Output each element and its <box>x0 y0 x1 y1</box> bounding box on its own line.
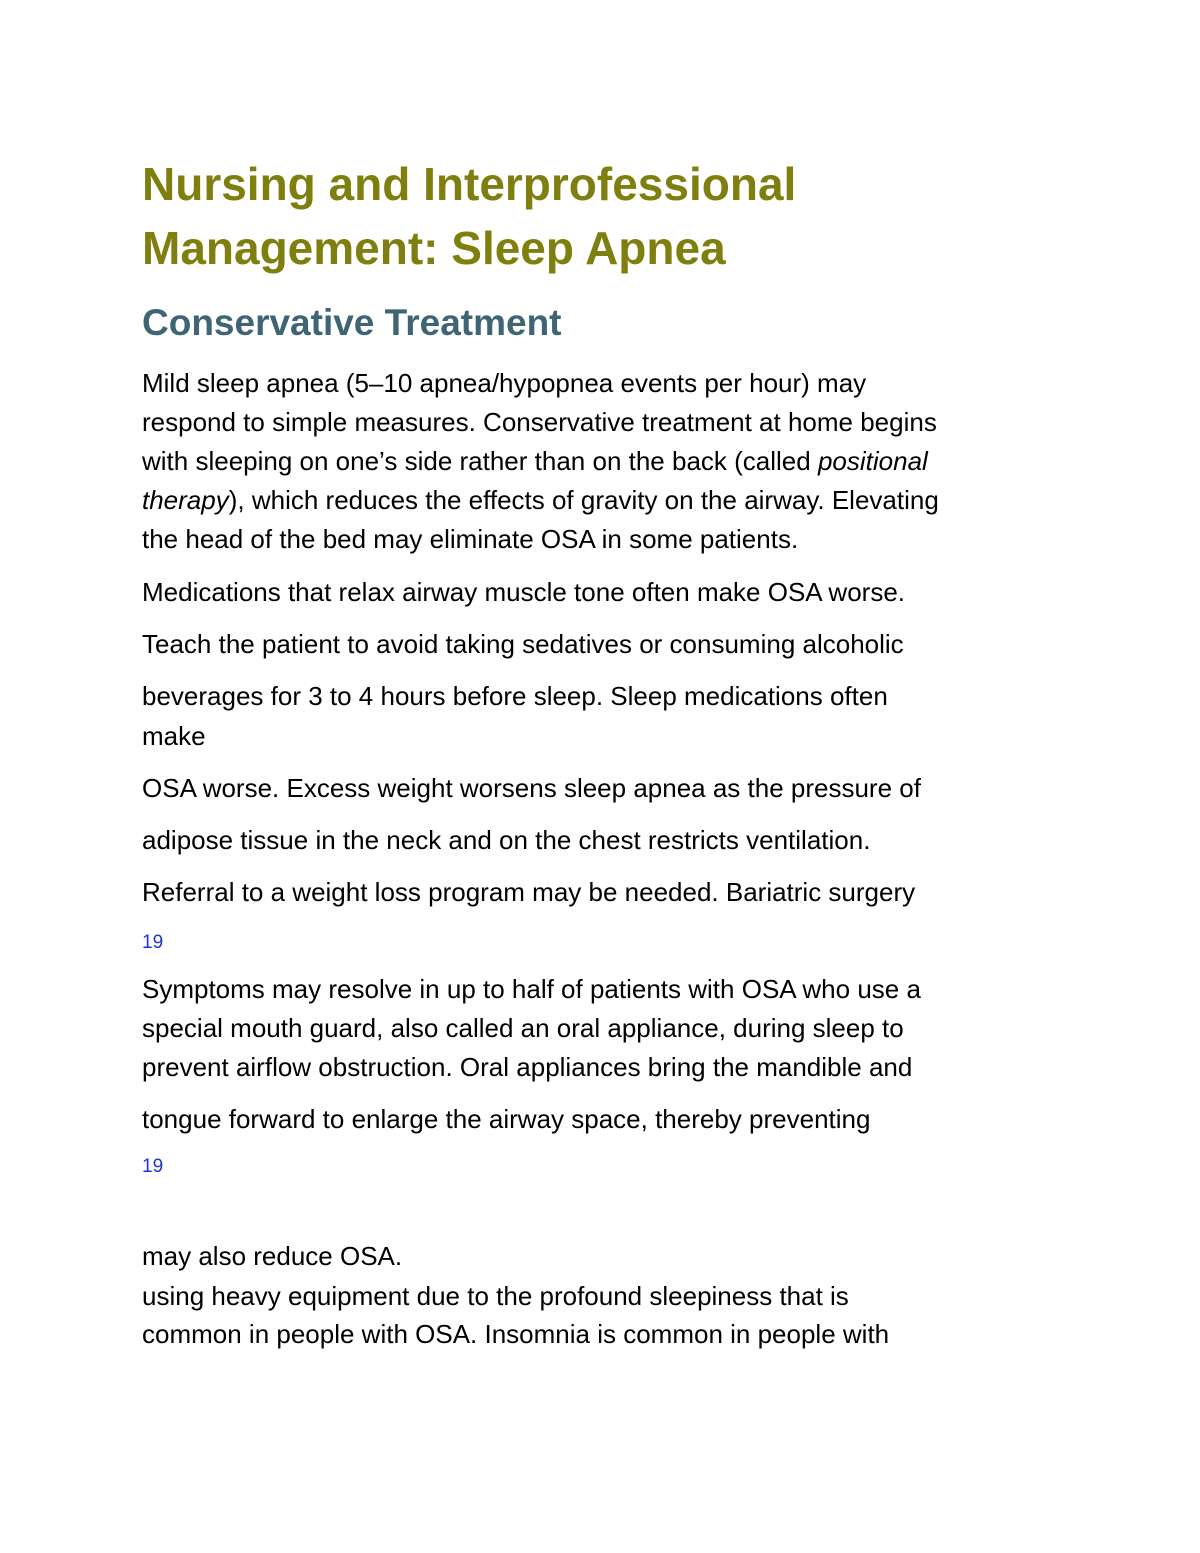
section-heading-conservative-treatment: Conservative Treatment <box>142 302 562 343</box>
paragraph-line: the head of the bed may eliminate OSA in some patients. <box>142 524 799 554</box>
text-line: special mouth guard, also called an oral appliance, during sleep to <box>142 1013 904 1043</box>
text-line: OSA worse. Excess weight worsens sleep apnea as the pressure of <box>142 773 921 803</box>
page-marker: 19 <box>142 1156 164 1177</box>
text-line: common in people with OSA. Insomnia is common in people with <box>142 1319 890 1349</box>
title-line-2: Management: Sleep Apnea <box>142 222 726 274</box>
paragraph-line: respond to simple measures. Conservative treatment at home begins <box>142 407 937 437</box>
text-line: tongue forward to enlarge the airway space, thereby preventing <box>142 1104 871 1134</box>
text-line: adipose tissue in the neck and on the chest restricts ventilation. <box>142 825 871 855</box>
title-line-1: Nursing and Interprofessional <box>142 158 797 210</box>
document-title <box>142 152 1102 280</box>
text-line: using heavy equipment due to the profound sleepiness that is <box>142 1281 849 1311</box>
page-marker: 19 <box>142 932 164 953</box>
paragraph-line: Mild sleep apnea (5–10 apnea/hypopnea events per hour) may <box>142 368 867 398</box>
text-line: make <box>142 721 206 751</box>
text-line: Medications that relax airway muscle tone often make OSA worse. <box>142 577 906 607</box>
text-line: prevent airflow obstruction. Oral appliances bring the mandible and <box>142 1052 913 1082</box>
text-line: Symptoms may resolve in up to half of patients with OSA who use a <box>142 974 921 1004</box>
paragraph-text: with sleeping on one’s side rather than on the back (called <box>142 446 818 476</box>
text-line: Referral to a weight loss program may be needed. Bariatric surgery <box>142 877 916 907</box>
paragraph-line <box>142 443 928 479</box>
paragraph-text: ), which reduces the effects of gravity on the airway. Elevating <box>228 485 939 515</box>
emphasis-term: therapy <box>142 485 229 515</box>
text-line: may also reduce OSA. <box>142 1241 403 1271</box>
text-line: beverages for 3 to 4 hours before sleep. Sleep medications often <box>142 681 888 711</box>
emphasis-term: positional <box>817 446 928 476</box>
text-line: Teach the patient to avoid taking sedatives or consuming alcoholic <box>142 629 904 659</box>
paragraph-line <box>142 482 939 518</box>
